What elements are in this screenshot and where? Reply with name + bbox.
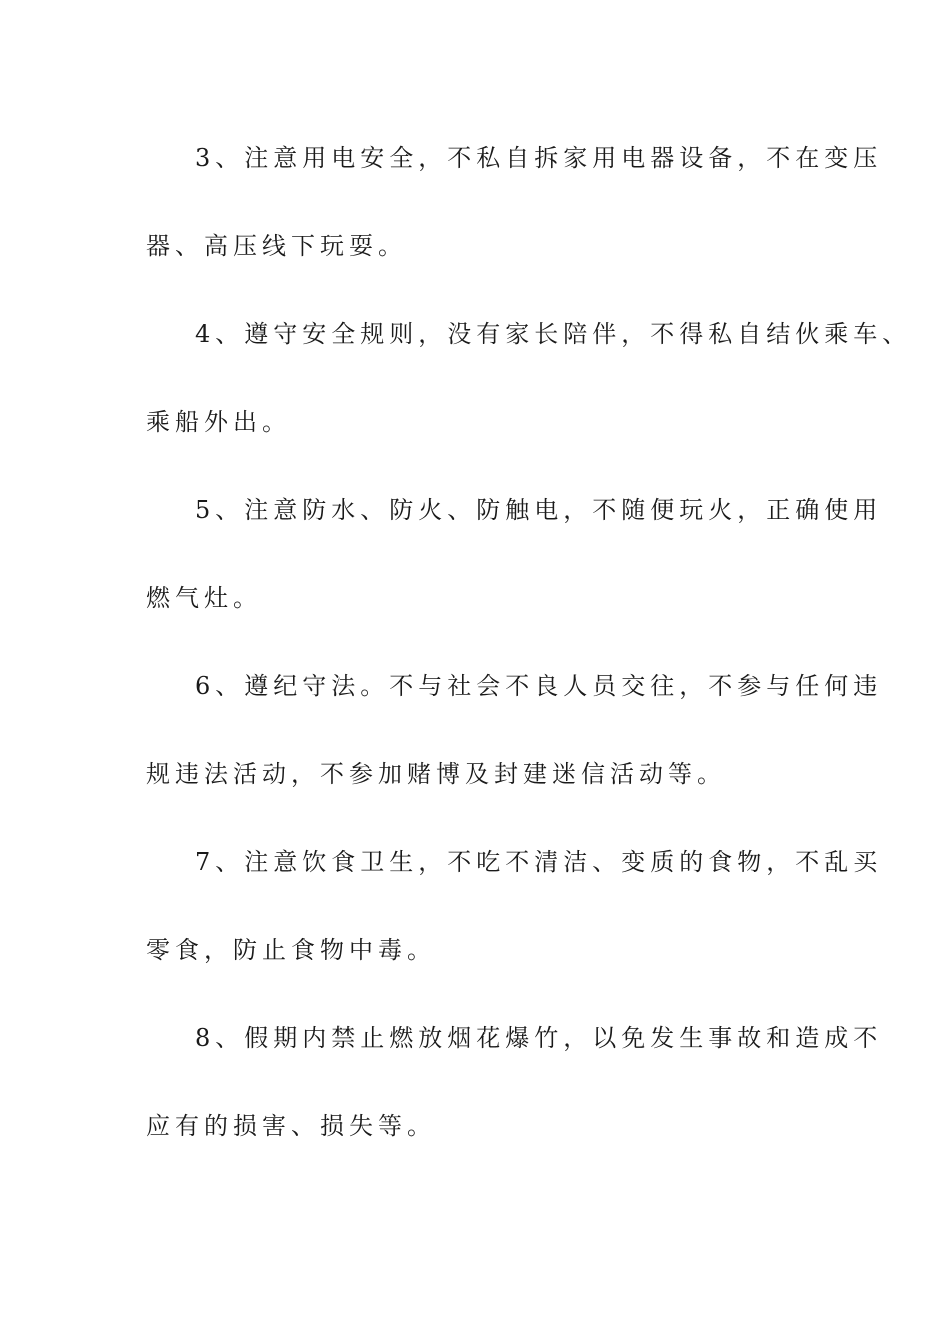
paragraph-line: 6、遵纪守法。不与社会不良人员交往，不参与任何违 (195, 672, 883, 700)
paragraph-line: 零食，防止食物中毒。 (146, 936, 436, 964)
paragraph-line: 8、假期内禁止燃放烟花爆竹，以免发生事故和造成不 (195, 1024, 883, 1052)
paragraph-line: 器、高压线下玩耍。 (146, 232, 407, 260)
paragraph-line: 4、遵守安全规则，没有家长陪伴，不得私自结伙乘车、 (195, 320, 912, 348)
paragraph-line: 3、注意用电安全，不私自拆家用电器设备，不在变压 (195, 144, 883, 172)
paragraph-line: 应有的损害、损失等。 (146, 1112, 436, 1140)
paragraph-line: 燃气灶。 (146, 584, 262, 612)
paragraph-line: 乘船外出。 (146, 408, 291, 436)
paragraph-line: 5、注意防水、防火、防触电，不随便玩火，正确使用 (195, 496, 883, 524)
paragraph-line: 7、注意饮食卫生，不吃不清洁、变质的食物，不乱买 (195, 848, 883, 876)
paragraph-line: 规违法活动，不参加赌博及封建迷信活动等。 (146, 760, 726, 788)
